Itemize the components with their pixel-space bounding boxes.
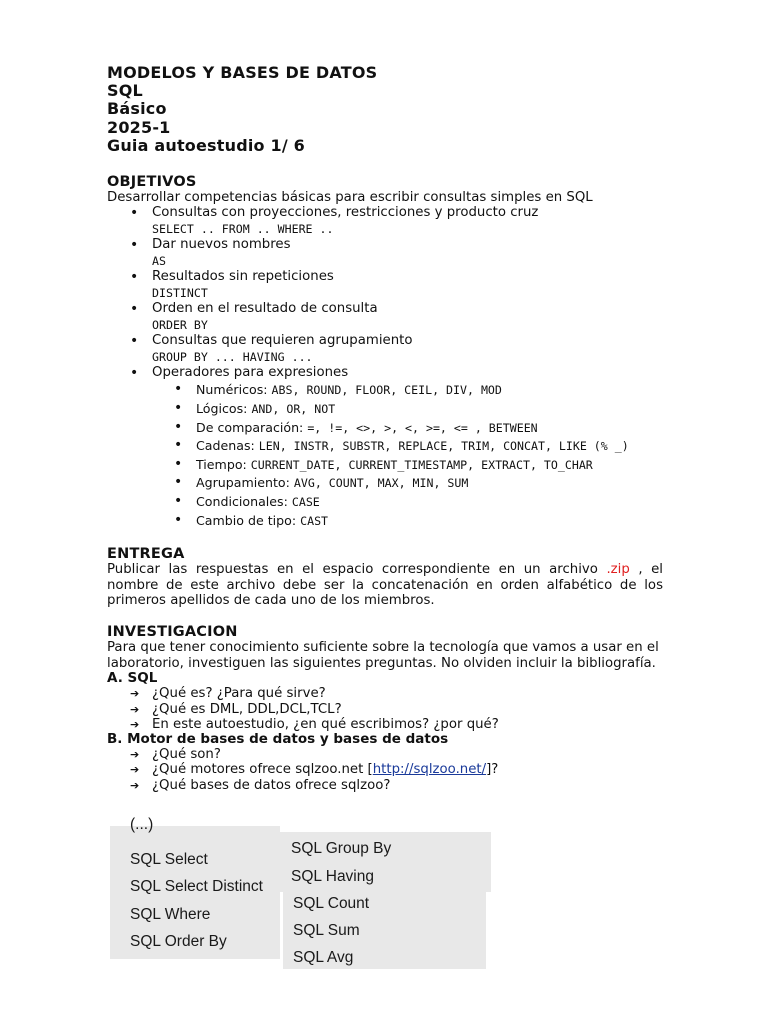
operator-item	[107, 456, 663, 475]
document-page	[107, 64, 663, 793]
level-title: Básico	[107, 99, 167, 119]
question-item: ➔ En este autoestudio, ¿en qué escribimos? ¿por qué?	[107, 717, 663, 732]
list-item	[107, 365, 663, 381]
zip-extension: .zip	[606, 562, 630, 578]
question-item: ➔ ¿Qué es? ¿Para qué sirve?	[107, 686, 663, 701]
list-item	[107, 205, 663, 237]
operator-label: Agrupamiento:	[196, 475, 294, 491]
operator-label: Cambio de tipo:	[196, 512, 301, 528]
objective-code: GROUP BY ... HAVING ...	[152, 350, 313, 365]
section-a-questions	[107, 686, 663, 732]
operator-label: Cadenas:	[196, 438, 259, 454]
question-item: ➔ ¿Qué bases de datos ofrece sqlzoo?	[107, 778, 663, 793]
menu-item-sql-select[interactable]: SQL Select	[130, 851, 208, 868]
question-item: ➔ ¿Qué es DML, DDL,DCL,TCL?	[107, 702, 663, 717]
objective-code: ORDER BY	[152, 318, 208, 333]
operator-item	[107, 437, 663, 456]
operator-code: CAST	[300, 513, 329, 528]
objective-text: Consultas con proyecciones, restricciones y producto cruz	[152, 205, 539, 221]
objective-text: Operadores para expresiones	[152, 365, 349, 381]
objective-code: AS	[152, 254, 166, 269]
operator-label: Numéricos:	[196, 382, 272, 398]
objective-code: DISTINCT	[152, 286, 208, 301]
list-item	[107, 237, 663, 269]
operator-item	[107, 493, 663, 512]
menu-item-partial: (...)	[130, 816, 154, 833]
operator-item	[107, 381, 663, 400]
objetivos-heading: OBJETIVOS	[107, 174, 197, 191]
section-b-questions	[107, 747, 663, 793]
objective-text: Dar nuevos nombres	[152, 237, 291, 253]
objective-text: Orden en el resultado de consulta	[152, 301, 378, 317]
question-text: ]?	[486, 762, 499, 778]
section-a-label: A. SQL	[107, 670, 158, 687]
question-item: ➔ ¿Qué son?	[107, 747, 663, 762]
objetivos-list	[107, 205, 663, 381]
entrega-paragraph	[107, 562, 663, 608]
operator-item	[107, 400, 663, 419]
menu-screenshot-left	[110, 816, 280, 959]
entrega-text-after: , el nombre de este archivo debe ser la concatenación en orden alfabético de los primeros apellidos de cada uno de los miembros.	[107, 562, 664, 608]
operator-code: ABS, ROUND, FLOOR, CEIL, DIV, MOD	[271, 383, 502, 398]
operator-label: Condicionales:	[196, 493, 292, 509]
section-b-label: B. Motor de bases de datos y bases de datos	[107, 731, 449, 748]
operator-label: Lógicos:	[196, 401, 252, 417]
menu-item-sql-group-by[interactable]: SQL Group By	[291, 840, 392, 857]
operator-code: =, !=, <>, >, <, >=, <= , BETWEEN	[307, 420, 538, 435]
question-item	[107, 762, 663, 777]
operators-list	[107, 381, 663, 530]
sqlzoo-link[interactable]: http://sqlzoo.net/	[372, 762, 487, 778]
menu-item-sql-having[interactable]: SQL Having	[291, 868, 374, 885]
guide-title: Guia autoestudio 1/ 6	[107, 135, 305, 155]
objetivos-intro: Desarrollar competencias básicas para escribir consultas simples en SQL	[107, 190, 593, 206]
operator-code: AND, OR, NOT	[251, 402, 336, 417]
question-text: ¿Qué motores ofrece sqlzoo.net [	[152, 762, 373, 778]
menu-item-sql-sum[interactable]: SQL Sum	[293, 922, 360, 939]
operator-code: CASE	[291, 494, 320, 509]
list-item	[107, 301, 663, 333]
objective-code: SELECT .. FROM .. WHERE ..	[152, 222, 334, 237]
investigacion-heading: INVESTIGACION	[107, 624, 238, 641]
menu-item-sql-order-by[interactable]: SQL Order By	[130, 933, 227, 950]
objective-text: Resultados sin repeticiones	[152, 269, 334, 285]
operator-code: CURRENT_DATE, CURRENT_TIMESTAMP, EXTRACT, TO_CHAR	[250, 457, 593, 472]
menu-item-sql-avg[interactable]: SQL Avg	[293, 949, 354, 966]
subject-title: SQL	[107, 81, 143, 101]
operator-item	[107, 474, 663, 493]
course-title: MODELOS Y BASES DE DATOS	[107, 63, 378, 82]
menu-item-sql-where[interactable]: SQL Where	[130, 906, 211, 923]
menu-item-sql-select-distinct[interactable]: SQL Select Distinct	[130, 878, 263, 895]
operator-item	[107, 512, 663, 531]
operator-label: Tiempo:	[196, 456, 251, 472]
entrega-text-before: Publicar las respuestas en el espacio correspondiente en un archivo	[107, 562, 607, 578]
menu-screenshot-right-bottom	[283, 892, 486, 969]
operator-code: LEN, INSTR, SUBSTR, REPLACE, TRIM, CONCAT, LIKE (% _)	[258, 439, 629, 454]
operator-item	[107, 419, 663, 438]
period-title: 2025-1	[107, 117, 171, 137]
list-item	[107, 269, 663, 301]
operator-code: AVG, COUNT, MAX, MIN, SUM	[293, 476, 469, 491]
objective-text: Consultas que requieren agrupamiento	[152, 333, 413, 349]
menu-screenshot-right-top	[278, 832, 491, 892]
list-item	[107, 333, 663, 365]
investigacion-intro: Para que tener conocimiento suficiente sobre la tecnología que vamos a usar en el laboratorio, investiguen las siguientes preguntas. No olviden incluir la bibliografía.	[107, 640, 659, 671]
title-block	[107, 64, 663, 155]
entrega-heading: ENTREGA	[107, 546, 185, 563]
menu-item-sql-count[interactable]: SQL Count	[293, 895, 370, 912]
operator-label: De comparación:	[196, 419, 308, 435]
